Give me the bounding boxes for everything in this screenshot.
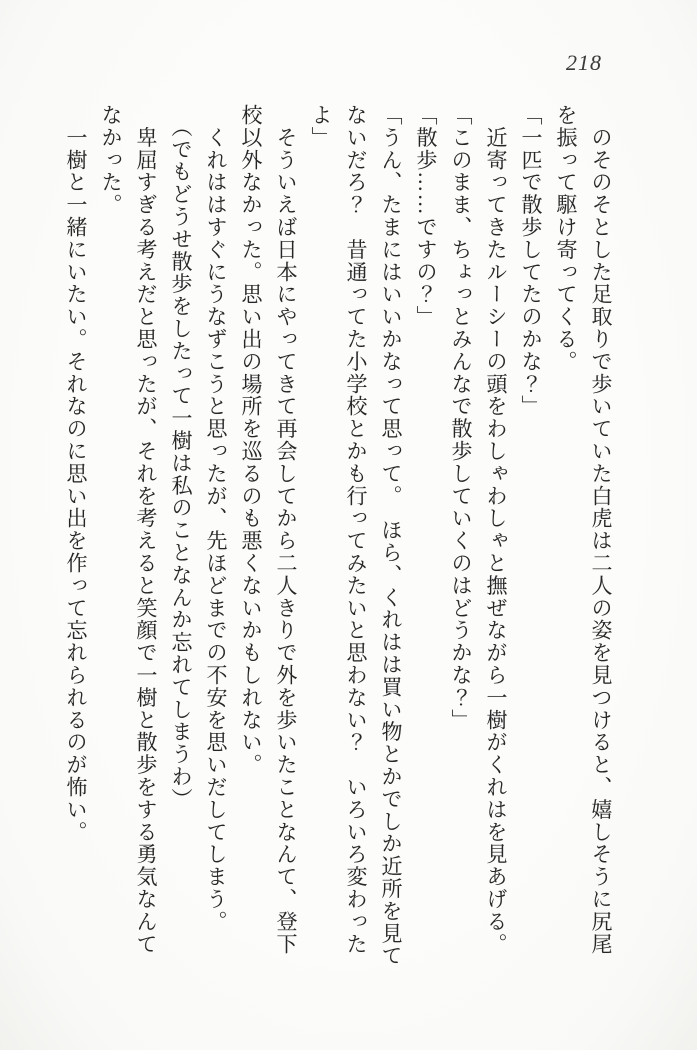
text-column: 近寄ってきたルーシーの頭をわしゃわしゃと撫ぜながら一樹がくれはを見あげる。 (484, 104, 508, 956)
vertical-text-block (57, 104, 618, 968)
text-column: そういえば日本にやってきて再会してから二人きりで外を歩いたことなんて、登下 (274, 104, 298, 956)
text-column: 「このまま、ちょっとみんなで散歩していくのはどうかな？」 (449, 104, 473, 732)
text-column: 「うん、たまにはいいかなって思って。 ほら、くれはは買い物とかでしか近所を見て (379, 104, 403, 968)
text-column: なかった。 (99, 104, 123, 216)
text-column: 「散歩……ですの？」 (414, 104, 438, 328)
text-column: よ」 (309, 104, 333, 149)
text-column: 校以外なかった。思い出の場所を巡るのも悪くないかもしれない。 (239, 104, 263, 776)
text-column: 卑屈すぎる考えだと思ったが、それを考えると笑顔で一樹と散歩をする勇気なんて (134, 104, 158, 956)
text-column: ないだろ？ 昔通ってた小学校とかも行ってみたいと思わない？ いろいろ変わった (344, 104, 368, 956)
text-column: （でもどうせ散歩をしたって一樹は私のことなんか忘れてしまうわ） (169, 104, 193, 811)
page-number: 218 (566, 50, 602, 75)
text-column: 「一匹で散歩してたのかな？」 (519, 104, 543, 418)
text-column: くれははすぐにうなずこうと思ったが、先ほどまでの不安を思いだしてしまう。 (204, 104, 228, 933)
text-column: を振って駆け寄ってくる。 (554, 104, 578, 373)
text-column: のそのそとした足取りで歩いていた白虎は二人の姿を見つけると、嬉しそうに尻尾 (589, 104, 613, 956)
text-column: 一樹と一緒にいたい。それなのに思い出を作って忘れられるのが怖い。 (64, 104, 88, 844)
